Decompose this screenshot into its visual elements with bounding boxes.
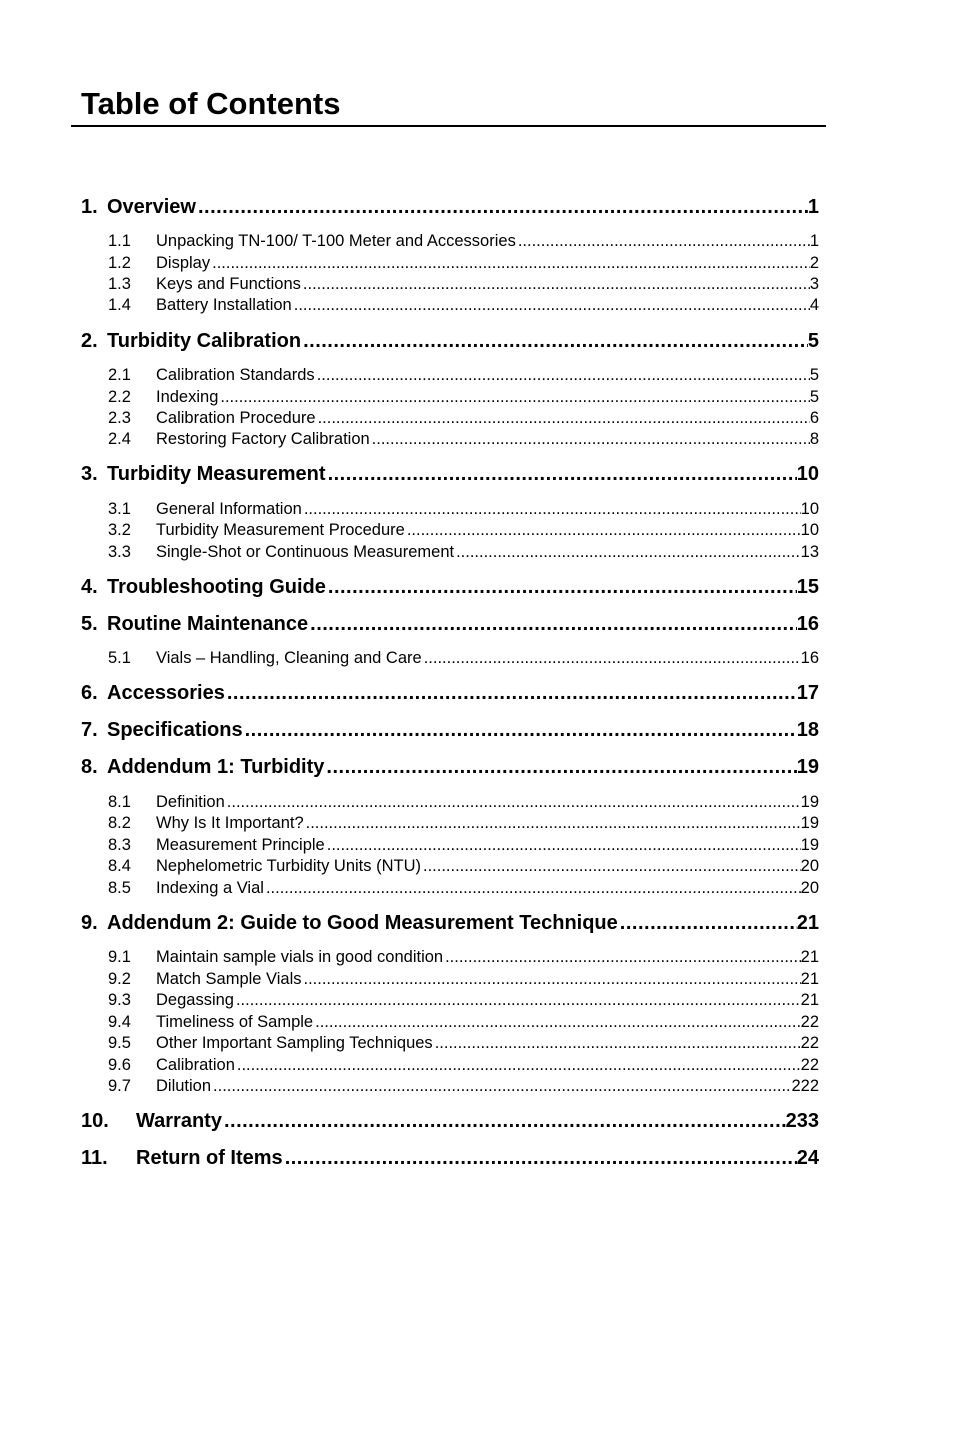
toc-subsection-entry[interactable] (81, 857, 819, 878)
toc-entry-title: Nephelometric Turbidity Units (NTU) (156, 857, 421, 875)
toc-subsection-entry[interactable] (81, 430, 819, 451)
toc-entry-number: 9. (81, 912, 98, 934)
toc-entry-page-number: 22 (800, 1013, 819, 1031)
toc-section-entry[interactable] (81, 1110, 819, 1136)
toc-dot-leader (316, 409, 810, 428)
toc-dot-leader (243, 719, 797, 742)
toc-entry-title: Measurement Principle (156, 836, 325, 854)
toc-dot-leader (433, 1034, 801, 1053)
toc-entry-page-number: 19 (800, 836, 819, 854)
toc-entry-title: General Information (156, 500, 302, 518)
toc-entry-number: 9.5 (108, 1034, 131, 1052)
toc-entry-page-number: 21 (796, 912, 819, 934)
toc-entry-title: Display (156, 254, 211, 272)
toc-entry-title: Why Is It Important? (156, 814, 304, 832)
toc-entry-title: Turbidity Calibration (107, 330, 302, 352)
toc-entry-page-number: 1 (809, 232, 819, 250)
toc-entry-number: 9.1 (108, 948, 131, 966)
toc-subsection-entry[interactable] (81, 836, 819, 857)
toc-dot-leader (225, 793, 801, 812)
toc-dot-leader (618, 912, 797, 935)
toc-entry-number: 5. (81, 613, 98, 635)
toc-entry-number: 3.3 (108, 543, 131, 561)
toc-dot-leader (234, 991, 801, 1010)
toc-entry-page-number: 10 (800, 500, 819, 518)
toc-entry-number: 2.3 (108, 409, 131, 427)
toc-dot-leader (222, 1110, 786, 1133)
toc-entry-number: 1. (81, 196, 98, 218)
toc-dot-leader (516, 232, 810, 251)
toc-entry-title: Routine Maintenance (107, 613, 309, 635)
toc-entry-title: Restoring Factory Calibration (156, 430, 370, 448)
toc-entry-number: 8. (81, 756, 98, 778)
page-title: Table of Contents (81, 86, 341, 121)
toc-entry-title: Unpacking TN-100/ T-100 Meter and Accessories (156, 232, 516, 250)
toc-entry-page-number: 21 (800, 970, 819, 988)
toc-entry-page-number: 16 (796, 613, 819, 635)
toc-entry-number: 8.5 (108, 879, 131, 897)
toc-dot-leader (301, 275, 810, 294)
toc-dot-leader (326, 463, 797, 486)
toc-dot-leader (313, 1013, 801, 1032)
toc-entry-number: 8.1 (108, 793, 131, 811)
toc-entry-page-number: 22 (800, 1056, 819, 1074)
toc-entry-title: Overview (107, 196, 196, 218)
toc-dot-leader (283, 1147, 797, 1170)
toc-subsection-entry[interactable] (81, 543, 819, 564)
toc-entry-title: Timeliness of Sample (156, 1013, 314, 1031)
toc-dot-leader (308, 613, 797, 636)
toc-dot-leader (422, 649, 801, 668)
toc-dot-leader (302, 500, 801, 519)
toc-entry-title: Maintain sample vials in good condition (156, 948, 444, 966)
toc-entry-page-number: 21 (800, 948, 819, 966)
toc-entry-title: Accessories (107, 682, 225, 704)
toc-entry-page-number: 16 (800, 649, 819, 667)
toc-subsection-entry[interactable] (81, 409, 819, 430)
toc-entry-number: 7. (81, 719, 98, 741)
toc-dot-leader (218, 388, 809, 407)
toc-entry-number: 9.7 (108, 1077, 131, 1095)
toc-dot-leader (454, 543, 801, 562)
toc-section-entry[interactable] (81, 719, 819, 745)
toc-entry-number: 2.4 (108, 430, 131, 448)
toc-section-entry[interactable] (81, 682, 819, 708)
toc-entry-number: 5.1 (108, 649, 131, 667)
toc-entry-title: Warranty (136, 1110, 222, 1132)
toc-dot-leader (405, 521, 801, 540)
toc-dot-leader (315, 366, 810, 385)
toc-subsection-entry[interactable] (81, 1034, 819, 1055)
toc-subsection-entry[interactable] (81, 296, 819, 317)
toc-section-entry[interactable] (81, 576, 819, 602)
toc-entry-title: Turbidity Measurement (107, 463, 326, 485)
toc-entry-title: Return of Items (136, 1147, 283, 1169)
toc-subsection-entry[interactable] (81, 970, 819, 991)
toc-subsection-entry[interactable] (81, 991, 819, 1012)
toc-dot-leader (235, 1056, 801, 1075)
toc-subsection-entry[interactable] (81, 793, 819, 814)
title-underline (71, 125, 826, 127)
toc-dot-leader (370, 430, 810, 449)
toc-entry-page-number: 18 (796, 719, 819, 741)
toc-entry-title: Indexing a Vial (156, 879, 264, 897)
toc-entry-page-number: 15 (796, 576, 819, 598)
toc-entry-title: Degassing (156, 991, 234, 1009)
toc-entry-title: Single-Shot or Continuous Measurement (156, 543, 455, 561)
toc-dot-leader (264, 879, 801, 898)
toc-entry-page-number: 1 (807, 196, 819, 218)
toc-subsection-entry[interactable] (81, 1013, 819, 1034)
toc-subsection-entry[interactable] (81, 649, 819, 670)
toc-dot-leader (304, 814, 801, 833)
toc-subsection-entry[interactable] (81, 948, 819, 969)
toc-subsection-entry[interactable] (81, 1077, 819, 1098)
toc-entry-page-number: 2 (809, 254, 819, 272)
toc-entry-number: 6. (81, 682, 98, 704)
toc-entry-title: Specifications (107, 719, 243, 741)
toc-entry-page-number: 5 (809, 388, 819, 406)
toc-subsection-entry[interactable] (81, 388, 819, 409)
toc-entry-page-number: 20 (800, 879, 819, 897)
toc-entry-number: 10. (81, 1110, 109, 1132)
toc-dot-leader (301, 330, 808, 353)
toc-entry-title: Calibration Procedure (156, 409, 316, 427)
toc-entry-page-number: 233 (785, 1110, 819, 1132)
toc-dot-leader (421, 857, 801, 876)
toc-entry-page-number: 13 (800, 543, 819, 561)
toc-subsection-entry[interactable] (81, 1056, 819, 1077)
toc-entry-number: 2. (81, 330, 98, 352)
toc-dot-leader (324, 756, 796, 779)
toc-entry-number: 3.1 (108, 500, 131, 518)
toc-section-entry[interactable] (81, 196, 819, 222)
toc-subsection-entry[interactable] (81, 879, 819, 900)
toc-entry-number: 2.1 (108, 366, 131, 384)
toc-entry-page-number: 5 (809, 366, 819, 384)
toc-entry-page-number: 3 (809, 275, 819, 293)
toc-section-entry[interactable] (81, 463, 819, 489)
toc-entry-title: Addendum 1: Turbidity (107, 756, 325, 778)
toc-entry-title: Keys and Functions (156, 275, 301, 293)
toc-entry-title: Turbidity Measurement Procedure (156, 521, 405, 539)
toc-entry-title: Indexing (156, 388, 219, 406)
toc-entry-title: Calibration (156, 1056, 235, 1074)
toc-entry-title: Addendum 2: Guide to Good Measurement Technique (107, 912, 618, 934)
toc-section-entry[interactable] (81, 1147, 819, 1173)
toc-section-entry[interactable] (81, 912, 819, 938)
toc-entry-title: Vials – Handling, Cleaning and Care (156, 649, 422, 667)
toc-subsection-entry[interactable] (81, 275, 819, 296)
toc-section-entry[interactable] (81, 330, 819, 356)
toc-entry-number: 9.4 (108, 1013, 131, 1031)
toc-subsection-entry[interactable] (81, 232, 819, 253)
toc-dot-leader (211, 1077, 791, 1096)
toc-entry-number: 8.3 (108, 836, 131, 854)
toc-entry-page-number: 4 (809, 296, 819, 314)
toc-entry-page-number: 10 (796, 463, 819, 485)
toc-dot-leader (302, 970, 801, 989)
toc-entry-page-number: 24 (796, 1147, 819, 1169)
toc-section-entry[interactable] (81, 756, 819, 782)
toc-dot-leader (325, 836, 801, 855)
toc-entry-page-number: 10 (800, 521, 819, 539)
toc-dot-leader (443, 948, 801, 967)
toc-entry-number: 8.4 (108, 857, 131, 875)
toc-entry-title: Calibration Standards (156, 366, 315, 384)
toc-entry-page-number: 5 (807, 330, 819, 352)
toc-entry-number: 2.2 (108, 388, 131, 406)
toc-entry-page-number: 222 (791, 1077, 819, 1095)
toc-entry-number: 9.3 (108, 991, 131, 1009)
toc-entry-number: 1.2 (108, 254, 131, 272)
toc-entry-page-number: 19 (800, 793, 819, 811)
toc-entry-page-number: 21 (800, 991, 819, 1009)
toc-entry-page-number: 20 (800, 857, 819, 875)
toc-subsection-entry[interactable] (81, 366, 819, 387)
toc-subsection-entry[interactable] (81, 500, 819, 521)
toc-entry-page-number: 17 (796, 682, 819, 704)
toc-entry-number: 1.4 (108, 296, 131, 314)
toc-entry-number: 3.2 (108, 521, 131, 539)
toc-entry-title: Other Important Sampling Techniques (156, 1034, 433, 1052)
toc-dot-leader (196, 196, 808, 219)
toc-section-entry[interactable] (81, 613, 819, 639)
toc-entry-number: 1.1 (108, 232, 131, 250)
toc-entry-number: 1.3 (108, 275, 131, 293)
toc-entry-title: Definition (156, 793, 225, 811)
toc-entry-number: 8.2 (108, 814, 131, 832)
toc-entry-page-number: 19 (796, 756, 819, 778)
toc-subsection-entry[interactable] (81, 254, 819, 275)
toc-entry-page-number: 19 (800, 814, 819, 832)
toc-dot-leader (225, 682, 797, 705)
toc-entry-title: Troubleshooting Guide (107, 576, 326, 598)
toc-dot-leader (326, 576, 797, 599)
toc-dot-leader (210, 254, 810, 273)
toc-entry-page-number: 22 (800, 1034, 819, 1052)
toc-subsection-entry[interactable] (81, 521, 819, 542)
toc-entry-number: 3. (81, 463, 98, 485)
toc-dot-leader (292, 296, 810, 315)
toc-entry-number: 9.6 (108, 1056, 131, 1074)
toc-entry-title: Battery Installation (156, 296, 292, 314)
toc-entry-number: 11. (81, 1147, 108, 1169)
toc-entry-number: 9.2 (108, 970, 131, 988)
toc-entry-number: 4. (81, 576, 98, 598)
toc-entry-title: Dilution (156, 1077, 212, 1095)
toc-subsection-entry[interactable] (81, 814, 819, 835)
toc-entry-page-number: 8 (809, 430, 819, 448)
toc-entry-title: Match Sample Vials (156, 970, 302, 988)
toc-entry-page-number: 6 (809, 409, 819, 427)
